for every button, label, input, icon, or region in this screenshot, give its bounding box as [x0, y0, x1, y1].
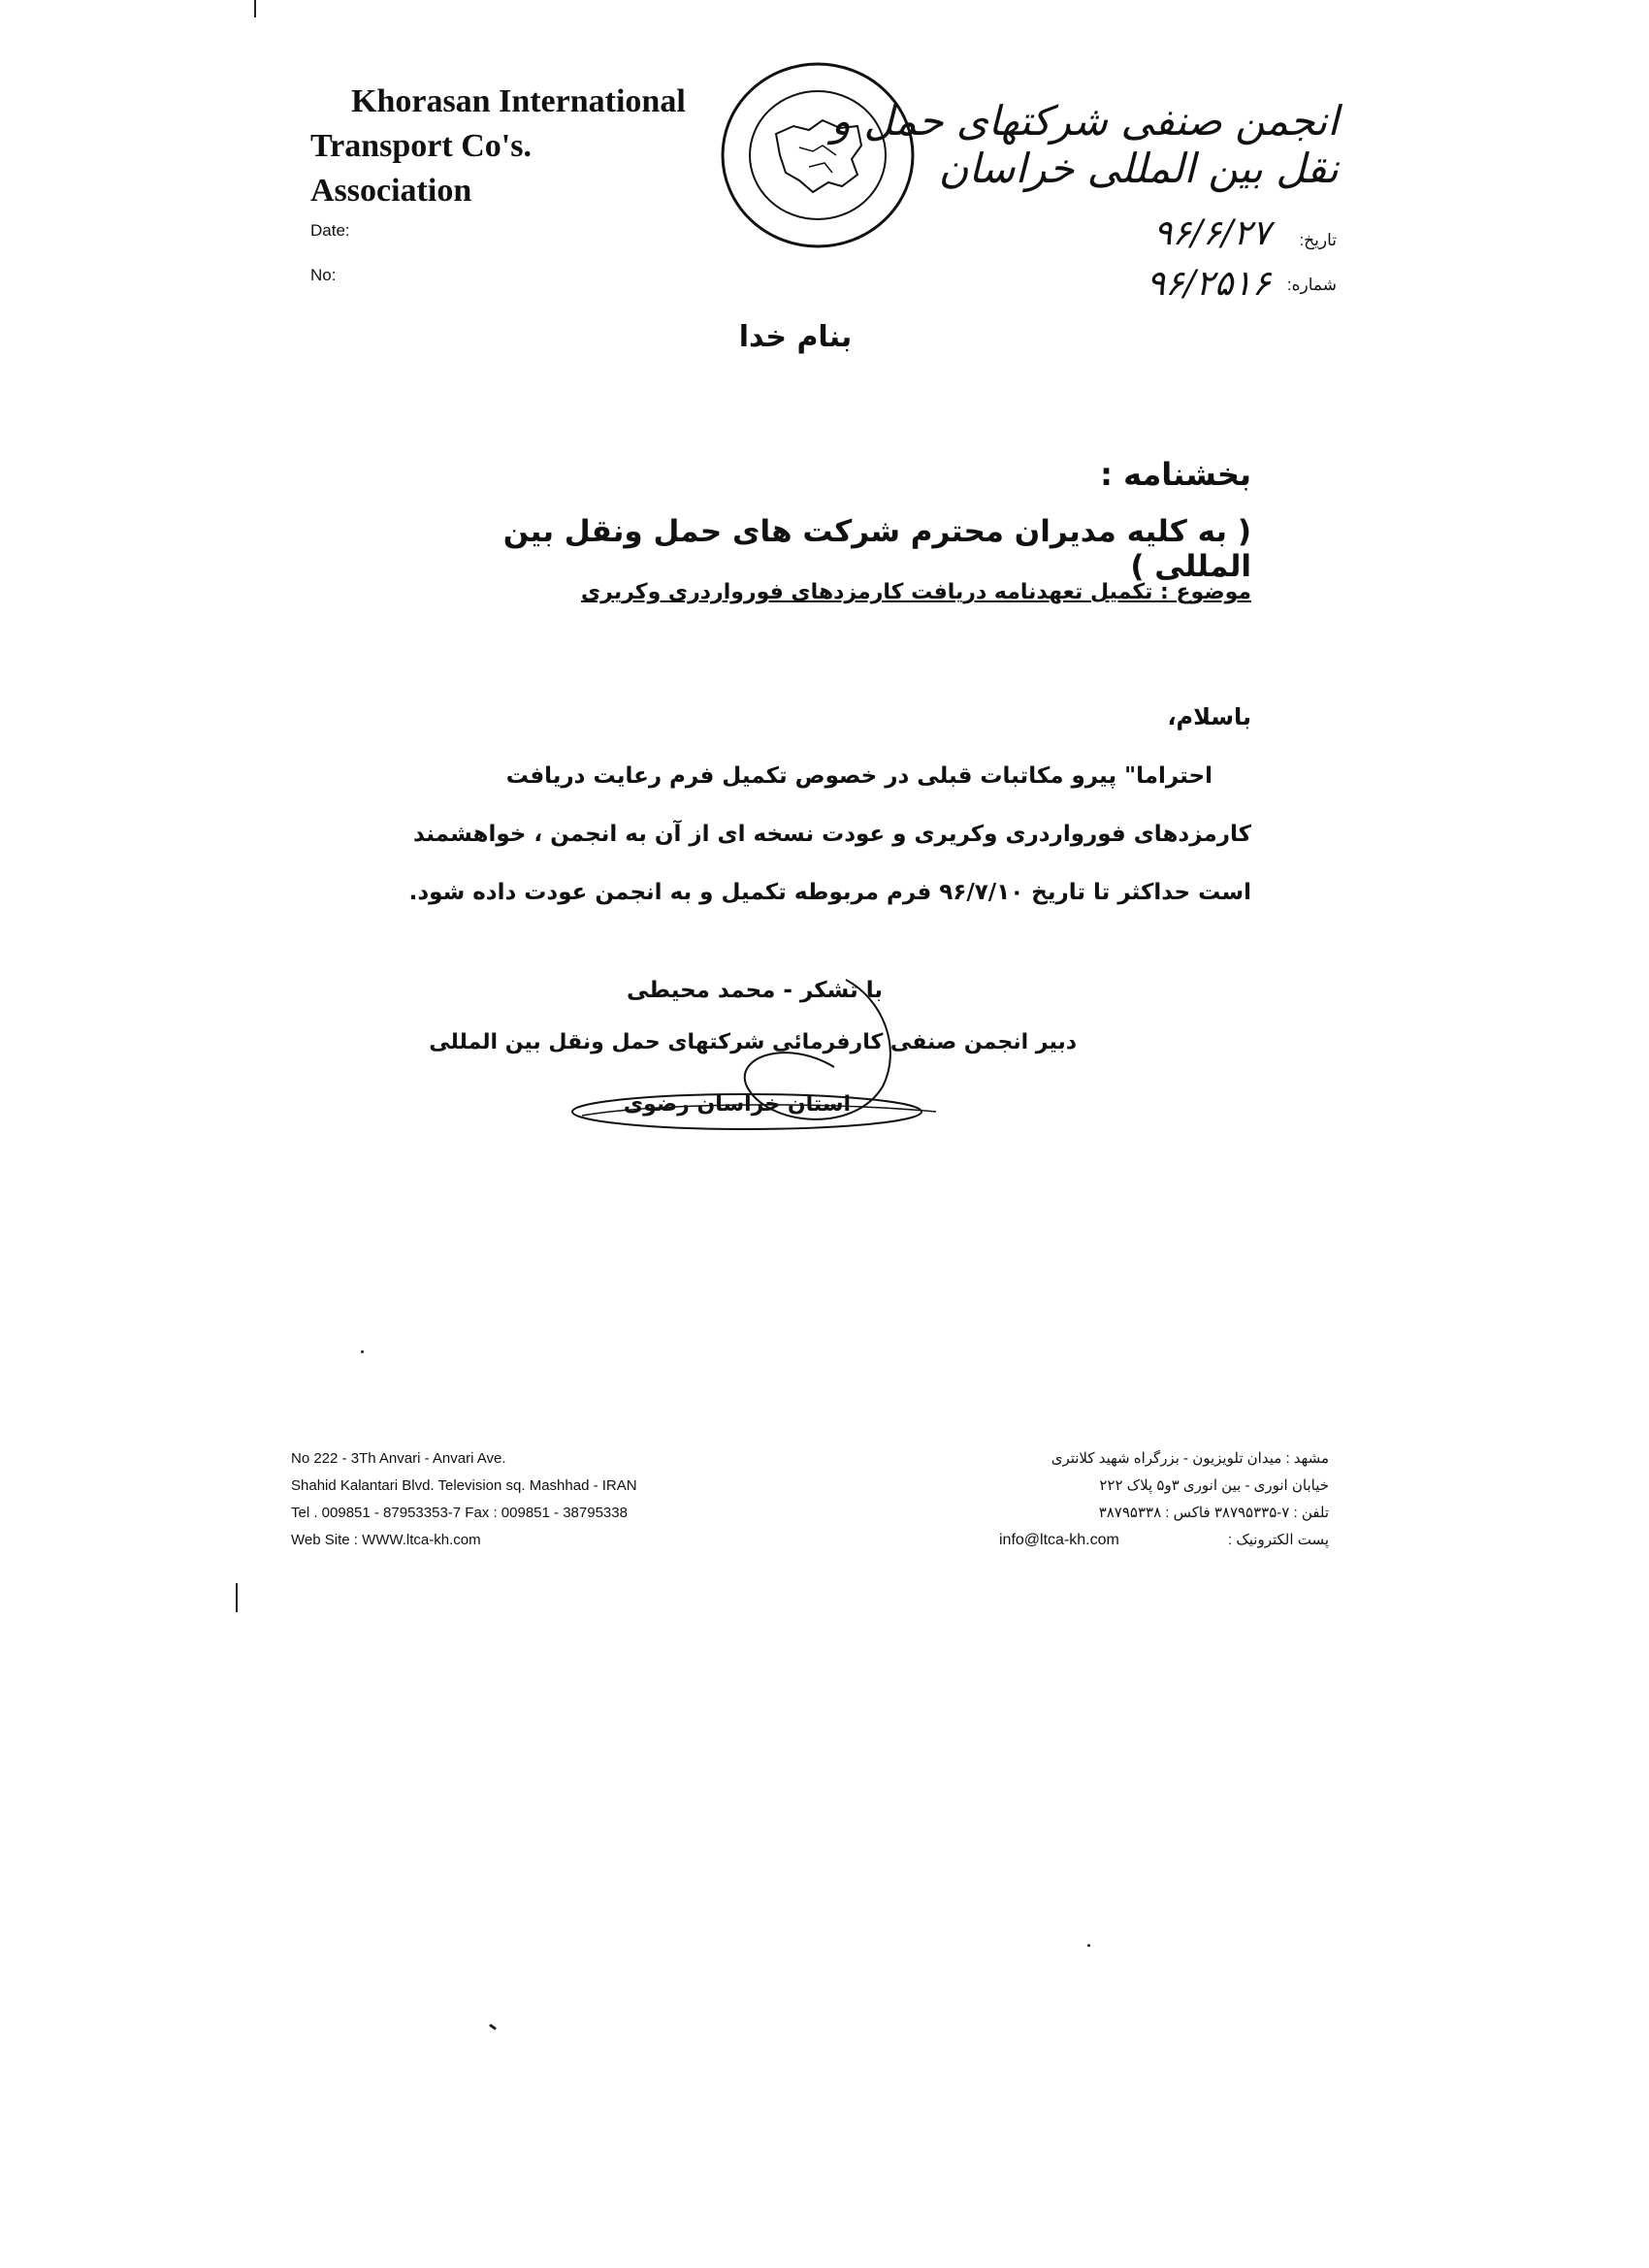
date-label-en: Date: [310, 221, 350, 240]
handwritten-signature [563, 970, 951, 1145]
body-paragraph [369, 747, 1251, 922]
circular-title: بخشنامه : [1100, 456, 1251, 493]
scan-dust [361, 1350, 364, 1353]
footer-en-line: No 222 - 3Th Anvari - Anvari Ave. [291, 1450, 506, 1467]
no-label-en: No: [310, 266, 337, 284]
date-label-fa: تاریخ: [1299, 231, 1337, 249]
footer-fa-email-row [999, 1527, 1329, 1554]
footer-en-line: Web Site : WWW.ltca-kh.com [291, 1532, 481, 1548]
footer-fa-address-2: خیابان انوری - بین انوری ۳و۵ پلاک ۲۲۲ [1099, 1477, 1329, 1494]
footer-email-label: پست الکترونیک : [1228, 1532, 1329, 1548]
org-name-en-line1: Khorasan International [351, 83, 686, 119]
body-paragraph-line: است حداکثر تا تاریخ ۹۶/۷/۱۰ فرم مربوطه تکمیل و به انجمن عودت داده شود. [408, 880, 1251, 905]
scan-margin-mark-top [254, 0, 256, 17]
footer-address-fa [999, 1445, 1329, 1554]
bismillah-heading: بنام خدا [738, 320, 853, 354]
footer-email[interactable]: info@ltca-kh.com [999, 1532, 1119, 1548]
recipients-line: ( به کلیه مدیران محترم شرکت های حمل ونقل بین المللی ) [502, 514, 1251, 584]
org-name-en [310, 80, 698, 213]
footer-address-en [291, 1445, 737, 1554]
footer-fa-phone: تلفن : ۷-۳۸۷۹۵۳۳۵ فاکس : ۳۸۷۹۵۳۳۸ [1098, 1505, 1329, 1521]
subject-line: موضوع : تکمیل تعهدنامه دریافت کارمزدهای فورواردری وکریری [580, 580, 1251, 604]
number-value: ۹۶/۲۵۱۶ [1146, 264, 1271, 304]
signature-province: استان خراسان رضوی [623, 1092, 852, 1117]
scan-dust [1087, 1944, 1090, 1947]
signature-thanks: با تشکر - محمد محیطی [627, 978, 883, 1003]
org-name-fa: انجمن صنفی شرکتهای حمل و نقل بین المللی خراسان [830, 97, 1339, 192]
body-paragraph-line: احتراما" پیرو مکاتبات قبلی در خصوص تکمیل فرم رعایت دریافت [505, 763, 1212, 789]
footer-en-line: Shahid Kalantari Blvd. Television sq. Mashhad - IRAN [291, 1477, 637, 1494]
date-value: ۹۶/۶/۲۷ [1153, 213, 1271, 253]
body-paragraph-line: کارمزدهای فورواردری وکریری و عودت نسخه ای از آن به انجمن ، خواهشمند [413, 822, 1251, 847]
signature-title: دبیر انجمن صنفی کارفرمائی شرکتهای حمل ونقل بین المللی [429, 1030, 1077, 1054]
number-label-fa: شماره: [1286, 275, 1337, 294]
org-name-en-line2: Transport Co's. Association [310, 128, 532, 209]
scan-margin-mark-left [236, 1583, 238, 1612]
footer-fa-address-1: مشهد : میدان تلویزیون - بزرگراه شهید کلانتری [1051, 1450, 1329, 1467]
scan-dust [489, 2024, 497, 2030]
footer-en-line: Tel . 009851 - 87953353-7 Fax : 009851 - 38795338 [291, 1505, 628, 1521]
greeting: باسلام، [1167, 703, 1251, 730]
